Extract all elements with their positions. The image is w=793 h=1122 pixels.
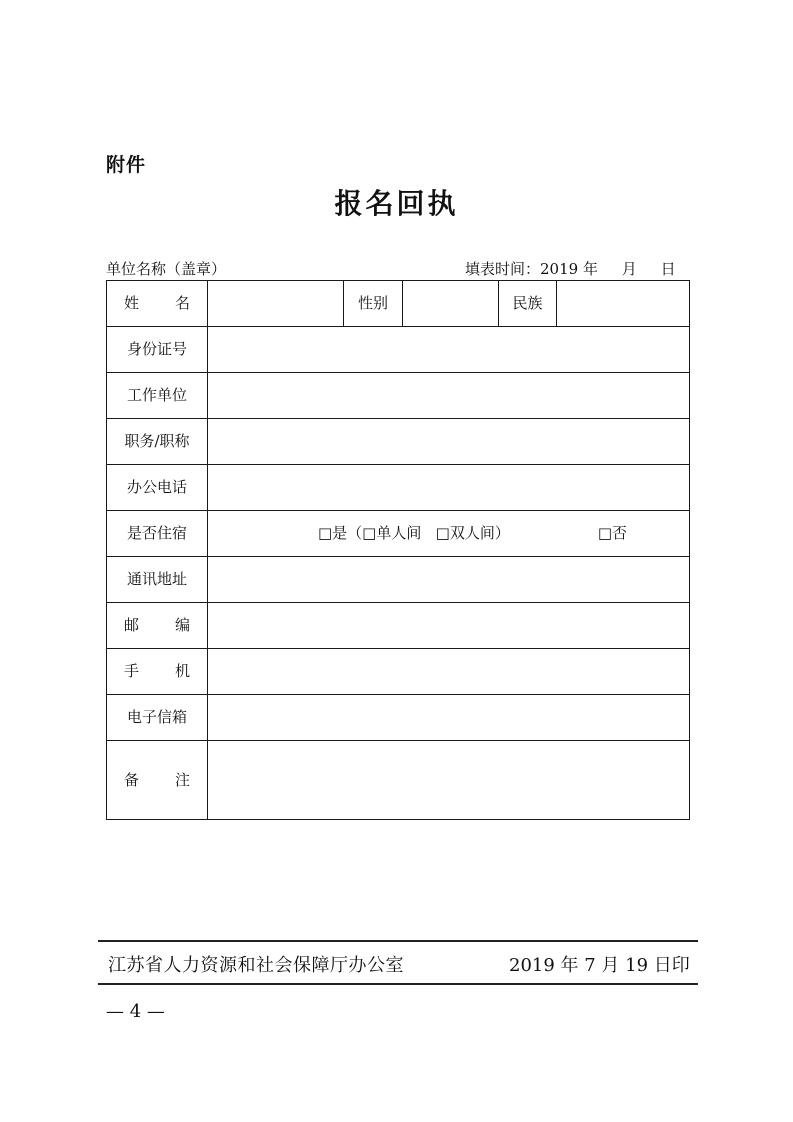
form-row-work-unit [107, 373, 690, 419]
remarks-field[interactable] [208, 741, 690, 820]
address-field[interactable] [208, 557, 690, 603]
lodging-label: 是否住宿 [107, 511, 208, 557]
postcode-label: 邮 编 [107, 603, 208, 649]
unit-name-label: 单位名称（盖章） [106, 260, 227, 278]
form-row-address [107, 557, 690, 603]
form-row-remarks [107, 741, 690, 820]
name-field[interactable] [208, 281, 344, 327]
address-label: 通讯地址 [107, 557, 208, 603]
form-row-email [107, 695, 690, 741]
position-label: 职务/职称 [107, 419, 208, 465]
form-row-postcode [107, 603, 690, 649]
footer-organization: 江苏省人力资源和社会保障厅办公室 [108, 955, 404, 976]
mobile-label: 手 机 [107, 649, 208, 695]
form-row-id [107, 327, 690, 373]
lodging-no-option[interactable]: □否 [597, 524, 628, 542]
form-row-position [107, 419, 690, 465]
footer-bottom-rule [98, 983, 698, 985]
work-unit-field[interactable] [208, 373, 690, 419]
form-row-mobile [107, 649, 690, 695]
postcode-field[interactable] [208, 603, 690, 649]
work-unit-label: 工作单位 [107, 373, 208, 419]
gender-label: 性别 [344, 281, 403, 327]
lodging-options[interactable] [208, 511, 690, 557]
email-label: 电子信箱 [107, 695, 208, 741]
remarks-label: 备 注 [107, 741, 208, 820]
id-number-field[interactable] [208, 327, 690, 373]
position-field[interactable] [208, 419, 690, 465]
mobile-field[interactable] [208, 649, 690, 695]
form-row-lodging [107, 511, 690, 557]
attachment-label: 附件 [106, 154, 147, 176]
page-title: 报名回执 [334, 187, 459, 220]
form-row-office-phone [107, 465, 690, 511]
fill-date-label: 填表时间：2019 年 月 日 [465, 260, 676, 278]
name-label: 姓 名 [107, 281, 208, 327]
gender-field[interactable] [403, 281, 499, 327]
page-number: — 4 — [106, 1001, 165, 1022]
form-row-name [107, 281, 690, 327]
footer-print-date: 2019 年 7 月 19 日印 [509, 955, 690, 976]
id-number-label: 身份证号 [107, 327, 208, 373]
ethnicity-field[interactable] [557, 281, 690, 327]
lodging-yes-options[interactable]: □是（□单人间 □双人间） [318, 524, 510, 542]
office-phone-field[interactable] [208, 465, 690, 511]
email-field[interactable] [208, 695, 690, 741]
ethnicity-label: 民族 [499, 281, 557, 327]
footer-top-rule [98, 940, 698, 942]
office-phone-label: 办公电话 [107, 465, 208, 511]
registration-form [106, 280, 690, 820]
